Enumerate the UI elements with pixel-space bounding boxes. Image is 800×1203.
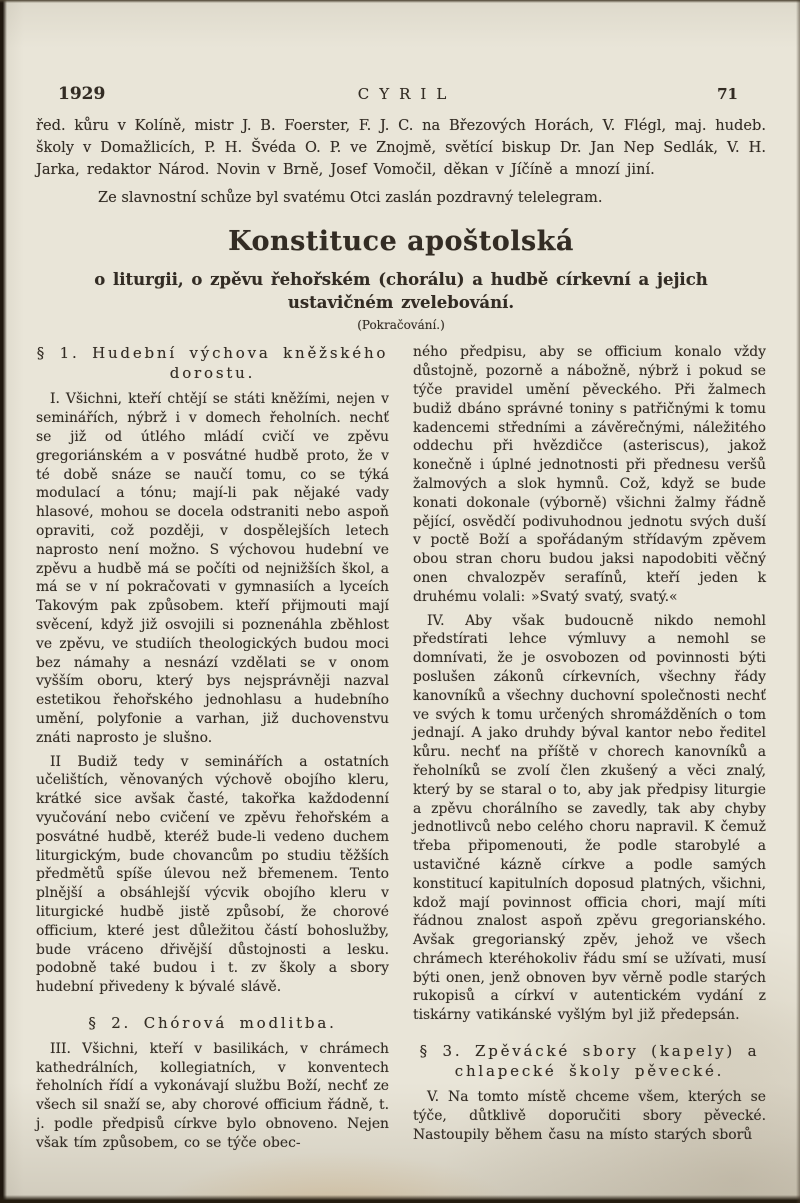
section-1-heading-line1: § 1. Hudební výchova kněžského — [36, 344, 389, 363]
paragraph-3: III. Všichni, kteří v basilikách, v chrámech kathedrálních, kollegiatních, v konventech řeholních řídí a vykonávají službu Boží, nechť ze všech sil snaží se, aby chorové officium řádně, t. j. podle předpisů církve bylo obnoveno. Nejen však tím způsobem, co se týče obec- — [36, 1040, 389, 1151]
section-1-heading-line2: dorostu. — [169, 364, 256, 383]
scan-edge-right — [796, 0, 800, 1203]
article-subtitle-line1: o liturgii, o zpěvu řehořském (chorálu) a hudbě církevní a jejich — [94, 270, 708, 290]
left-column — [36, 343, 389, 1157]
right-column — [413, 343, 766, 1157]
paragraph-1: I. Všichni, kteří chtějí se státi kněžími, nejen v seminářích, nýbrž i v domech řeholních. nechť se již od útlého mládí cvičí ve zpěvu gregoriánském a v posvátné hudbě proto, že v té době snáze se naučí tomu, co se týká modulací a tónu; mají-li pak nějaké vady hlasové, mohou se docela odstraniti nebo aspoň opraviti, což později, v dospělejších letech naprosto není možno. S výchovou hudební ve zpěvu a hudbě má se počíti od nejnižších škol, a má se v ní pokračovati v gymnasiích a lyceích Takovým pak způsobem. kteří přijmouti mají svěcení, když již osvojili si poznenáhla zběhlost ve zpěvu, ve studiích theologických budou moci bez námahy a nesnází vzdělati se v onom vyšším oboru, který bys nejsprávněji nazval estetikou řehořského jednohlasu a hudebního umění, polyfonie a varhan, již duchovenstvu znáti naprosto je slušno. — [36, 391, 389, 746]
article-subtitle — [36, 268, 766, 314]
page-content — [36, 84, 766, 1158]
two-column-body — [36, 343, 766, 1157]
page-number: 71 — [717, 85, 738, 103]
section-3-heading-line2: chlapecké školy pěvecké. — [454, 1062, 725, 1081]
scan-edge-bottom — [0, 1195, 800, 1203]
page-header — [36, 84, 766, 104]
paragraph-6: V. Na tomto místě chceme všem, kterých se týče, důtklivě doporučiti sbory pěvecké. Nastoupily během času na místo starých sborů — [413, 1089, 766, 1143]
telegram-line: Ze slavnostní schůze byl svatému Otci zaslán pozdravný telelegram. — [98, 189, 603, 207]
section-3-heading — [413, 1041, 766, 1081]
intro-paragraph: řed. kůru v Kolíně, mistr J. B. Foerster, F. J. C. na Březových Horách, V. Flégl, maj. hudeb. školy v Domažlicích, P. H. Švéda O. P. ve Znojmě, světící biskup Dr. Jan Nep Sedlák, V. H. Jarka, redaktor Národ. Novin v Brně, Josef Vomočil, děkan v Jíčíně a mnozí jiní. — [36, 117, 766, 178]
journal-title: CYRIL — [357, 85, 457, 103]
section-3-heading-line1: § 3. Zpěvácké sbory (kapely) a — [419, 1042, 760, 1061]
paragraph-5: IV. Aby však budoucně nikdo nemohl předstírati lehce výmluvy a nemohl se domnívati, že je osvobozen od povinnosti býti poslušen zákonů církevních, všechny řády kanovníků a všechny duchovní společnosti nechť ve svých k tomu určených shromážděních o tom jednají. A jako druhdy býval kantor nebo ředitel kůru. nechť na příště v chorech kanovníků a řeholníků se zvolí člen zkušený a věci znalý, který by se staral o to, aby jak předpisy liturgie a zpěvu chorálního se zavedly, tak aby chyby jednotlivců nebo celého choru napravil. K čemuž třeba připomenouti, že podle starobylé a ustavičné kázně církve a podle samých konstitucí kapitulních doposud platných, všichni, kdož mají povinnost officia chori, mají míti řádnou znalost aspoň zpěvu gregorianského. Avšak gregorianský zpěv, jehož ve všech chrámech kteréhokoliv řádu smí se užívati, musí býti onen, jenž obnoven byv věrně podle starých rukopisů a církví v autentickém vydání z tiskárny vatikánské vyšlým byl již předepsán. — [413, 612, 766, 1024]
paragraph-2: II Budiž tedy v seminářích a ostatních učelištích, věnovaných výchově obojího kleru, krátké sice avšak časté, takořka každodenní vyučování nebo cvičení ve zpěvu řehořském a posvátné hudbě, kteréž bude-li vedeno duchem liturgickým, bude chovancům po studiu těžších předmětů spíše úlevou než břemenem. Tento plnější a obsáhlejší výcvik obojího kleru v liturgické hudbě jistě způsobí, že chorové officium, které jest důležitou částí bohoslužby, bude vráceno dřivější důstojnosti a lesku. podobně také budou i t. zv školy a sbory hudební přivedeny k bývalé slávě. — [36, 753, 389, 996]
continuation-note: (Pokračování.) — [357, 318, 445, 333]
scan-edge-top — [0, 0, 800, 3]
year-label: 1929 — [58, 84, 106, 104]
article-subtitle-line2: ustavičném zvelebování. — [287, 293, 515, 313]
section-2-heading: § 2. Chórová modlitba. — [88, 1013, 337, 1032]
paragraph-4: ného předpisu, aby se officium konalo vždy důstojně, pozorně a nábožně, nýbrž i pokud se týče pravidel umění pěveckého. Při žalmech budiž dbáno správné toniny s patřičnými k tomu kadencemi středními a závěrečnými, náležitého oddechu při hvězdičce (asteriscus), jakož konečně i úplné jednotnosti při přednesu veršů žalmových a slok hymnů. Což, když se bude konati dokonale (výborně) všichni žalmy řádně pějící, osvědčí podivuhodnou jednotu svých duší v poctě Boží a spořádaným střídavým zpěvem obou stran choru budou jaksi napodobiti věčný onen chvalozpěv serafínů, kteří jeden k druhému volali: »Svatý svatý, svatý.« — [413, 344, 766, 605]
article-title: Konstituce apoštolská — [228, 226, 574, 258]
scan-edge-left — [0, 0, 7, 1203]
section-1-heading — [36, 343, 389, 383]
